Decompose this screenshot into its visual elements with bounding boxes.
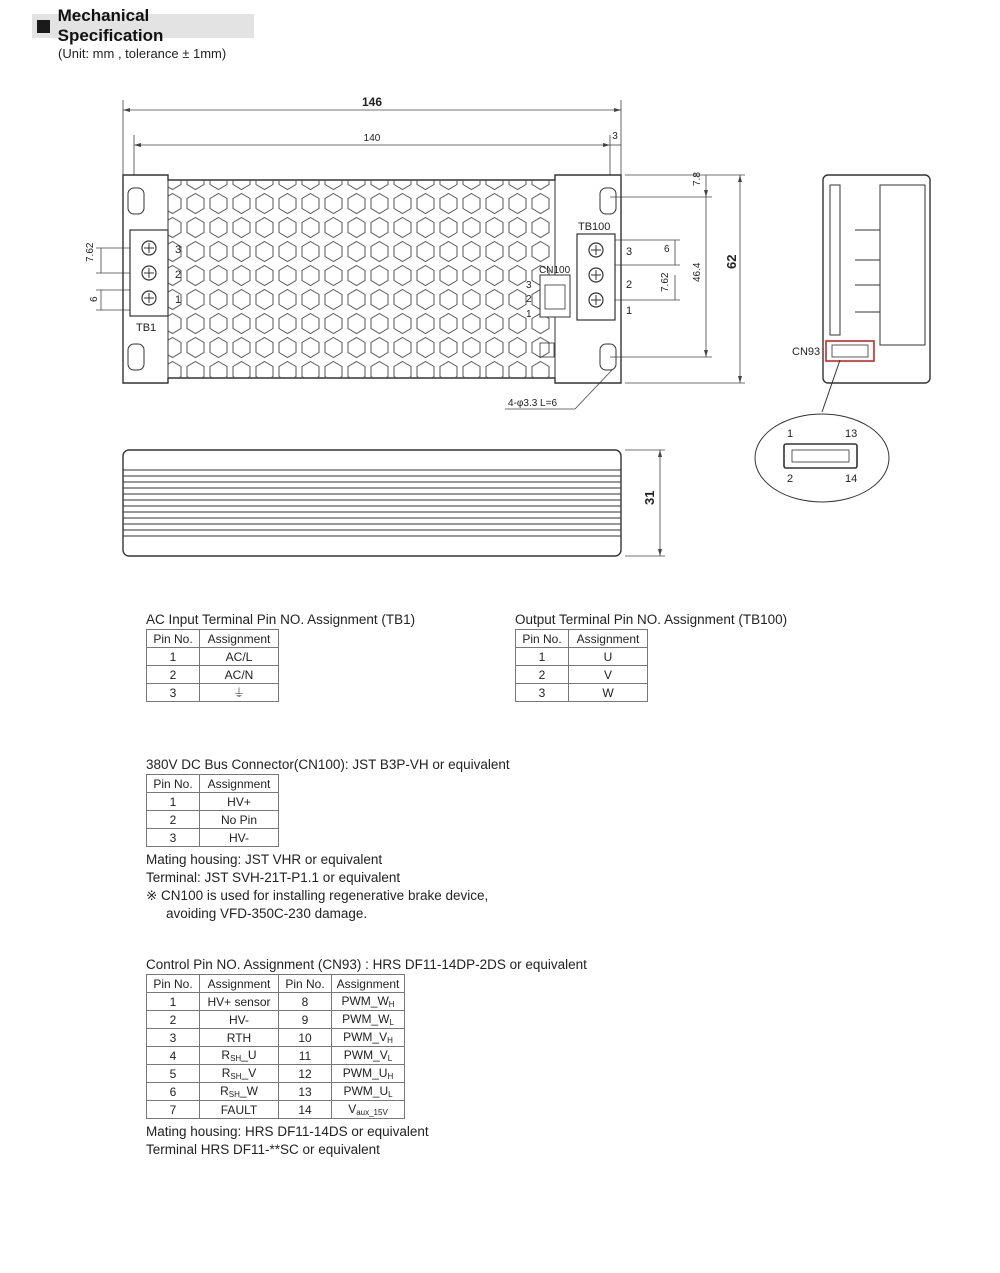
- cn100-table: [146, 774, 279, 847]
- table-cell: 12: [279, 1065, 332, 1083]
- tb1-pin1: 1: [175, 294, 182, 306]
- table-row: [147, 1029, 405, 1047]
- table-cell: 10: [279, 1029, 332, 1047]
- table-cell: 8: [279, 993, 332, 1011]
- dim-width-inner: 140: [363, 133, 381, 144]
- tb100-section: [515, 612, 787, 702]
- table-cell: $PWM\_U_H$: [332, 1065, 405, 1083]
- cn93-zoom: [755, 414, 889, 502]
- table-row: [516, 666, 648, 684]
- col-header: Assignment: [200, 775, 279, 793]
- cn93-title: Control Pin NO. Assignment (CN93) : HRS DF11-14DP-2DS or equivalent: [146, 957, 587, 972]
- table-header-row: [147, 630, 279, 648]
- cell-pin: 1: [147, 648, 200, 666]
- cn100-section: [146, 757, 510, 923]
- page-title: Mechanical Specification: [57, 6, 164, 45]
- table-row: [147, 793, 279, 811]
- table-cell: 14: [279, 1101, 332, 1119]
- table-row: [147, 1065, 405, 1083]
- col-header: Assignment: [569, 630, 648, 648]
- dim-height-total: 62: [724, 254, 739, 269]
- table-row: [147, 1047, 405, 1065]
- cn93-note: Terminal HRS DF11-**SC or equivalent: [146, 1142, 380, 1157]
- cn100-note: Mating housing: JST VHR or equivalent: [146, 852, 383, 867]
- mechanical-drawing: [0, 0, 1000, 600]
- tb1-table: [146, 629, 279, 702]
- cn93-table: [146, 974, 405, 1119]
- tb1-pin2: 2: [175, 269, 182, 281]
- tb1-pin3: 3: [175, 244, 182, 256]
- cn93-zoom-pin1: 1: [787, 428, 794, 440]
- cn93-zoom-pin2: 2: [787, 473, 794, 485]
- table-row: [516, 684, 648, 702]
- cn100-title: 380V DC Bus Connector(CN100): JST B3P-VH or equivalent: [146, 757, 510, 772]
- table-cell: $R_{SH}\_W$: [200, 1083, 279, 1101]
- dim-gap-left: 6: [89, 296, 100, 302]
- cell-assign: HV-: [200, 829, 279, 847]
- cell-pin: 1: [516, 648, 569, 666]
- table-cell: HV-: [200, 1011, 279, 1029]
- table-row: [147, 829, 279, 847]
- cell-assign: No Pin: [200, 811, 279, 829]
- cn93-zoom-pin13: 13: [845, 428, 858, 440]
- dim-mid-height: 46.4: [692, 262, 703, 282]
- table-row: [147, 648, 279, 666]
- cell-pin: 3: [147, 684, 200, 702]
- table-cell: 1: [147, 993, 200, 1011]
- table-header-row: [147, 975, 405, 993]
- hole-note: 4-φ3.3 L=6: [508, 398, 558, 409]
- table-cell: $V_{aux\_15V}$: [332, 1101, 405, 1119]
- col-header: Pin No.: [516, 630, 569, 648]
- col-header: Pin No.: [279, 975, 332, 993]
- tb100-title: Output Terminal Pin NO. Assignment (TB100): [515, 612, 788, 627]
- tb100-pin2: 2: [626, 279, 633, 291]
- table-cell: 2: [147, 1011, 200, 1029]
- table-cell: $PWM\_V_L$: [332, 1047, 405, 1065]
- cell-pin: 3: [147, 829, 200, 847]
- cn100-note: Terminal: JST SVH-21T-P1.1 or equivalent: [146, 870, 401, 885]
- table-cell: 4: [147, 1047, 200, 1065]
- dim-top-offset: 7.8: [692, 172, 703, 186]
- cn100-pin2: 2: [526, 294, 532, 305]
- front-view: [123, 175, 621, 383]
- dim-pitch-left: 7.62: [85, 242, 96, 262]
- cn100-pin1: 1: [526, 309, 532, 320]
- tb100-pin3: 3: [626, 246, 633, 258]
- dim-edge: 3: [612, 131, 618, 142]
- table-row: [147, 1011, 405, 1029]
- cell-pin: 2: [147, 811, 200, 829]
- table-row: [147, 1101, 405, 1119]
- label-tb100: TB100: [578, 221, 611, 233]
- label-cn100: CN100: [539, 265, 571, 276]
- table-row: [147, 1083, 405, 1101]
- cell-assign: V: [569, 666, 648, 684]
- table-cell: 3: [147, 1029, 200, 1047]
- cn93-section: [146, 957, 587, 1159]
- tb100-table: [515, 629, 648, 702]
- table-row: [147, 666, 279, 684]
- table-cell: RTH: [200, 1029, 279, 1047]
- cn93-note: Mating housing: HRS DF11-14DS or equivalent: [146, 1124, 429, 1139]
- dim-width-total: 146: [361, 95, 383, 109]
- tb100-pin1: 1: [626, 305, 633, 317]
- table-row: [516, 648, 648, 666]
- col-header: Pin No.: [147, 775, 200, 793]
- col-header: Assignment: [200, 975, 279, 993]
- cell-pin: 3: [516, 684, 569, 702]
- tb1-title: AC Input Terminal Pin NO. Assignment (TB1): [146, 612, 416, 627]
- table-cell: $PWM\_W_L$: [332, 1011, 405, 1029]
- table-cell: 7: [147, 1101, 200, 1119]
- unit-note: (Unit: mm , tolerance ± 1mm): [58, 46, 227, 61]
- table-row: [147, 684, 279, 702]
- ground-symbol-icon: ⏚: [200, 684, 279, 702]
- table-cell: $R_{SH}\_U$: [200, 1047, 279, 1065]
- table-cell: FAULT: [200, 1101, 279, 1119]
- table-cell: $PWM\_U_L$: [332, 1083, 405, 1101]
- cn100-note: ※ CN100 is used for installing regenerative brake device,: [146, 888, 489, 903]
- table-cell: $PWM\_V_H$: [332, 1029, 405, 1047]
- cn100-pin3: 3: [526, 280, 532, 291]
- cell-assign: U: [569, 648, 648, 666]
- table-cell: $PWM\_W_H$: [332, 993, 405, 1011]
- table-cell: HV+ sensor: [200, 993, 279, 1011]
- cell-pin: 2: [516, 666, 569, 684]
- tb1-section: [146, 612, 415, 702]
- table-row: [147, 993, 405, 1011]
- col-header: Pin No.: [147, 630, 200, 648]
- dim-gap-right: 6: [664, 244, 670, 255]
- col-header: Pin No.: [147, 975, 200, 993]
- table-cell: 9: [279, 1011, 332, 1029]
- cell-pin: 2: [147, 666, 200, 684]
- col-header: Assignment: [200, 630, 279, 648]
- table-header-row: [516, 630, 648, 648]
- label-cn93: CN93: [792, 346, 821, 358]
- cell-assign: AC/L: [200, 648, 279, 666]
- cell-pin: 1: [147, 793, 200, 811]
- table-cell: 6: [147, 1083, 200, 1101]
- table-cell: 13: [279, 1083, 332, 1101]
- end-view: [822, 175, 930, 412]
- col-header: Assignment: [332, 975, 405, 993]
- dim-pitch-right: 7.62: [660, 272, 671, 292]
- table-cell: $R_{SH}\_V$: [200, 1065, 279, 1083]
- cn93-zoom-pin14: 14: [845, 473, 858, 485]
- table-header-row: [147, 775, 279, 793]
- cell-assign: AC/N: [200, 666, 279, 684]
- label-tb1: TB1: [136, 322, 157, 334]
- cell-assign: W: [569, 684, 648, 702]
- cell-assign: HV+: [200, 793, 279, 811]
- table-cell: 11: [279, 1047, 332, 1065]
- dim-side-height: 31: [642, 490, 657, 505]
- side-view: [123, 450, 621, 556]
- cn100-note: avoiding VFD-350C-230 damage.: [166, 906, 368, 921]
- table-cell: 5: [147, 1065, 200, 1083]
- table-row: [147, 811, 279, 829]
